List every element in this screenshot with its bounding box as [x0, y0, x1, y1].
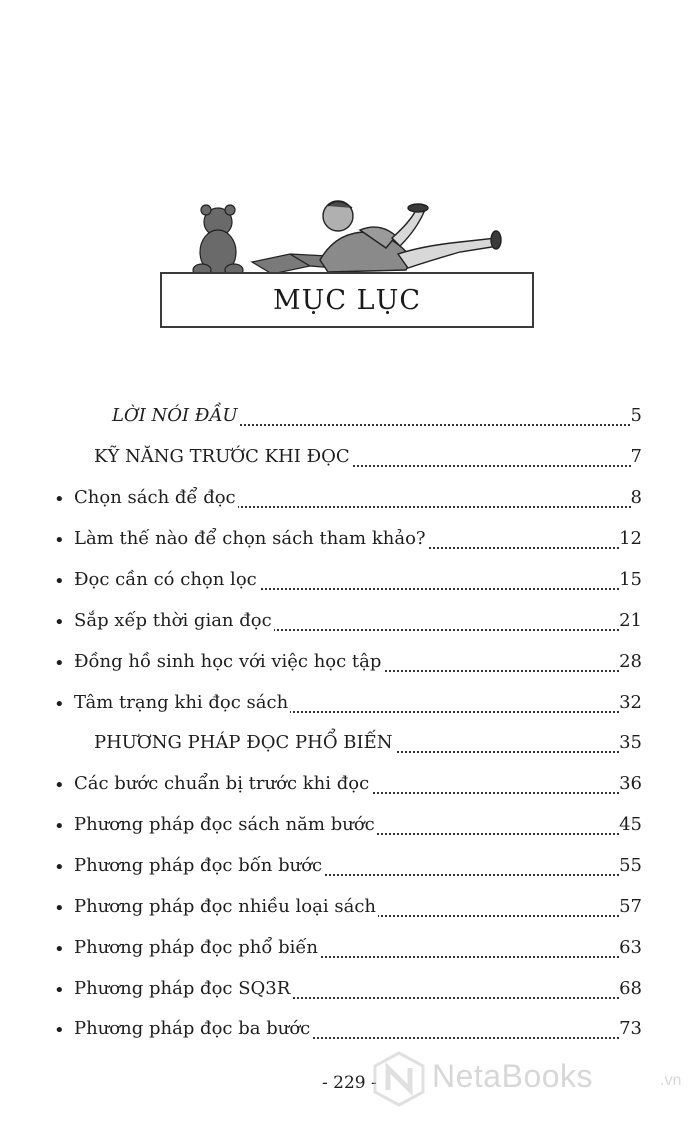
toc-entry-label: KỸ NĂNG TRƯỚC KHI ĐỌC	[94, 446, 350, 467]
toc-entry-label: LỜI NÓI ĐẦU	[112, 405, 238, 426]
watermark-suffix: .vn	[660, 1072, 682, 1089]
page-number: - 229 -	[322, 1073, 377, 1093]
toc-entry	[0, 894, 700, 924]
toc-entry-label: Phương pháp đọc ba bước	[74, 1018, 311, 1039]
toc-entry-page: 5	[630, 405, 642, 426]
toc-entry-page: 57	[619, 896, 642, 917]
toc-entry	[0, 690, 700, 720]
toc-entry-page: 73	[619, 1018, 642, 1039]
toc-entry	[0, 1016, 700, 1046]
toc-entry-label: Sắp xếp thời gian đọc	[74, 610, 272, 631]
bullet-icon: •	[54, 775, 65, 796]
toc-entry-label: Làm thế nào để chọn sách tham khảo?	[74, 528, 426, 549]
toc-entry-page: 55	[619, 855, 642, 876]
toc-entry	[0, 812, 700, 842]
toc-entry-label: Phương pháp đọc phổ biến	[74, 937, 319, 958]
teddy-bear-icon	[193, 205, 243, 276]
toc-entry-label: Phương pháp đọc bốn bước	[74, 855, 323, 876]
toc-entry-page: 15	[619, 569, 642, 590]
bullet-icon: •	[54, 571, 65, 592]
toc-entry	[0, 567, 700, 597]
toc-entry-page: 45	[619, 814, 642, 835]
toc-entry	[0, 649, 700, 679]
toc-entry-page: 28	[619, 651, 642, 672]
netabooks-logo-icon	[370, 1050, 428, 1108]
toc-entry	[0, 730, 700, 760]
watermark	[370, 1050, 700, 1112]
toc-entry	[0, 853, 700, 883]
bullet-icon: •	[54, 857, 65, 878]
toc-entry	[0, 403, 700, 433]
bullet-icon: •	[54, 612, 65, 633]
toc-entry-label: Phương pháp đọc SQ3R	[74, 978, 291, 999]
bullet-icon: •	[54, 694, 65, 715]
bullet-icon: •	[54, 489, 65, 510]
reading-child-illustration	[160, 196, 520, 278]
toc-entry-label: PHƯƠNG PHÁP ĐỌC PHỔ BIẾN	[94, 732, 393, 753]
bullet-icon: •	[54, 898, 65, 919]
child-reading-icon	[320, 201, 501, 272]
toc-entry-page: 63	[619, 937, 642, 958]
bullet-icon: •	[54, 939, 65, 960]
toc-entry-label: Các bước chuẩn bị trước khi đọc	[74, 773, 370, 794]
bullet-icon: •	[54, 1020, 65, 1041]
toc-entry	[0, 976, 700, 1006]
toc-entry-page: 7	[630, 446, 642, 467]
toc-entry	[0, 526, 700, 556]
toc-entry	[0, 935, 700, 965]
toc-entry-label: Đồng hồ sinh học với việc học tập	[74, 651, 382, 672]
watermark-brand: NetaBooks	[432, 1058, 594, 1094]
toc-entry-label: Tâm trạng khi đọc sách	[74, 692, 289, 713]
page-title: MỤC LỤC	[273, 284, 421, 316]
toc-entry-label: Chọn sách để đọc	[74, 487, 236, 508]
bullet-icon: •	[54, 530, 65, 551]
toc-entry-page: 12	[619, 528, 642, 549]
toc-entry-page: 35	[619, 732, 642, 753]
toc-entry	[0, 485, 700, 515]
toc-entry-label: Phương pháp đọc sách năm bước	[74, 814, 375, 835]
toc-entry	[0, 608, 700, 638]
toc-entry-label: Đọc cần có chọn lọc	[74, 569, 257, 590]
bullet-icon: •	[54, 653, 65, 674]
toc-entry-page: 21	[619, 610, 642, 631]
toc-entry-page: 8	[630, 487, 642, 508]
bullet-icon: •	[54, 816, 65, 837]
toc-entry-page: 32	[619, 692, 642, 713]
toc-entry-label: Phương pháp đọc nhiều loại sách	[74, 896, 377, 917]
toc-entry-page: 36	[619, 773, 642, 794]
toc-entry	[0, 771, 700, 801]
toc-entry-page: 68	[619, 978, 642, 999]
bullet-icon: •	[54, 980, 65, 1001]
title-box	[160, 272, 534, 328]
toc-entry	[0, 444, 700, 474]
